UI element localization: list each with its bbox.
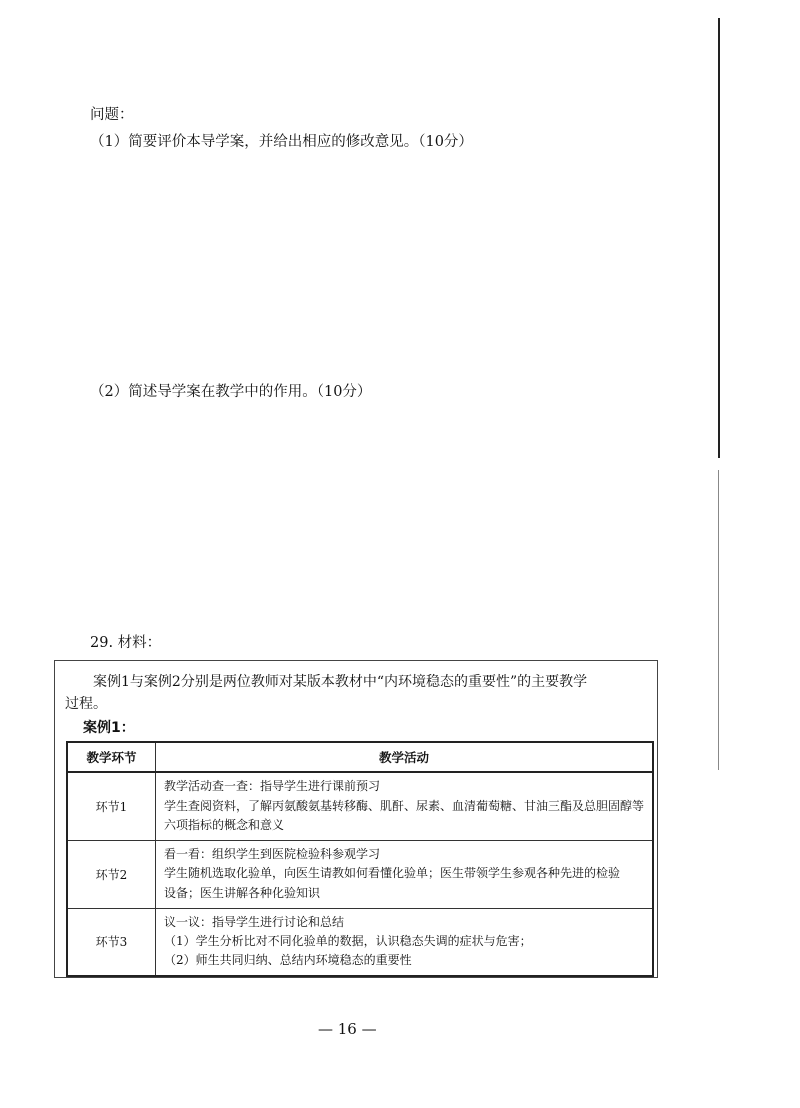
margin-binding-line-faint: [718, 470, 719, 770]
activity-line: 议一议：指导学生进行讨论和总结: [163, 914, 344, 929]
stage-cell: 环节3: [67, 908, 155, 976]
table-row: [67, 908, 653, 976]
page-number: — 16 —: [318, 1020, 377, 1038]
activity-line: 学生随机选取化验单，向医生请教如何看懂化验单；医生带领学生参观各种先进的检验: [163, 866, 620, 881]
table-header-row: [67, 742, 653, 772]
activity-line: 看一看：组织学生到医院检验科参观学习: [163, 847, 380, 862]
question-1: （1）简要评价本导学案，并给出相应的修改意见。（10分）: [90, 134, 473, 150]
material-box: [54, 660, 658, 978]
material-intro: [65, 671, 649, 716]
questions-header: 问题：: [90, 107, 134, 123]
teaching-activities-table: [66, 741, 654, 977]
margin-binding-line: [718, 18, 720, 458]
question-29-label: 29. 材料：: [90, 635, 162, 651]
activity-line: 设备；医生讲解各种化验知识: [163, 885, 320, 900]
activity-cell: [155, 840, 653, 908]
activity-cell: [155, 908, 653, 976]
activity-line: （2）师生共同归纳、总结内环境稳态的重要性: [163, 953, 412, 968]
activity-line: （1）学生分析比对不同化验单的数据，认识稳态失调的症状与危害；: [163, 934, 532, 949]
header-activity: 教学活动: [155, 742, 653, 772]
activity-line: 六项指标的概念和意义: [163, 817, 284, 832]
intro-line-2: 过程。: [65, 696, 107, 713]
stage-cell: 环节1: [67, 772, 155, 840]
stage-cell: 环节2: [67, 840, 155, 908]
header-stage: 教学环节: [67, 742, 155, 772]
case-1-title: 案例1：: [83, 720, 135, 736]
activity-cell: [155, 772, 653, 840]
activity-line: 教学活动查一查：指导学生进行课前预习: [163, 779, 380, 794]
activity-line: 学生查阅资料，了解丙氨酸氨基转移酶、肌酐、尿素、血清葡萄糖、甘油三酯及总胆固醇等: [163, 798, 644, 813]
intro-line-1: 案例1与案例2分别是两位教师对某版本教材中“内环境稳态的重要性”的主要教学: [93, 674, 588, 690]
question-2: （2）简述导学案在教学中的作用。（10分）: [90, 384, 372, 400]
table-row: [67, 840, 653, 908]
table-row: [67, 772, 653, 840]
